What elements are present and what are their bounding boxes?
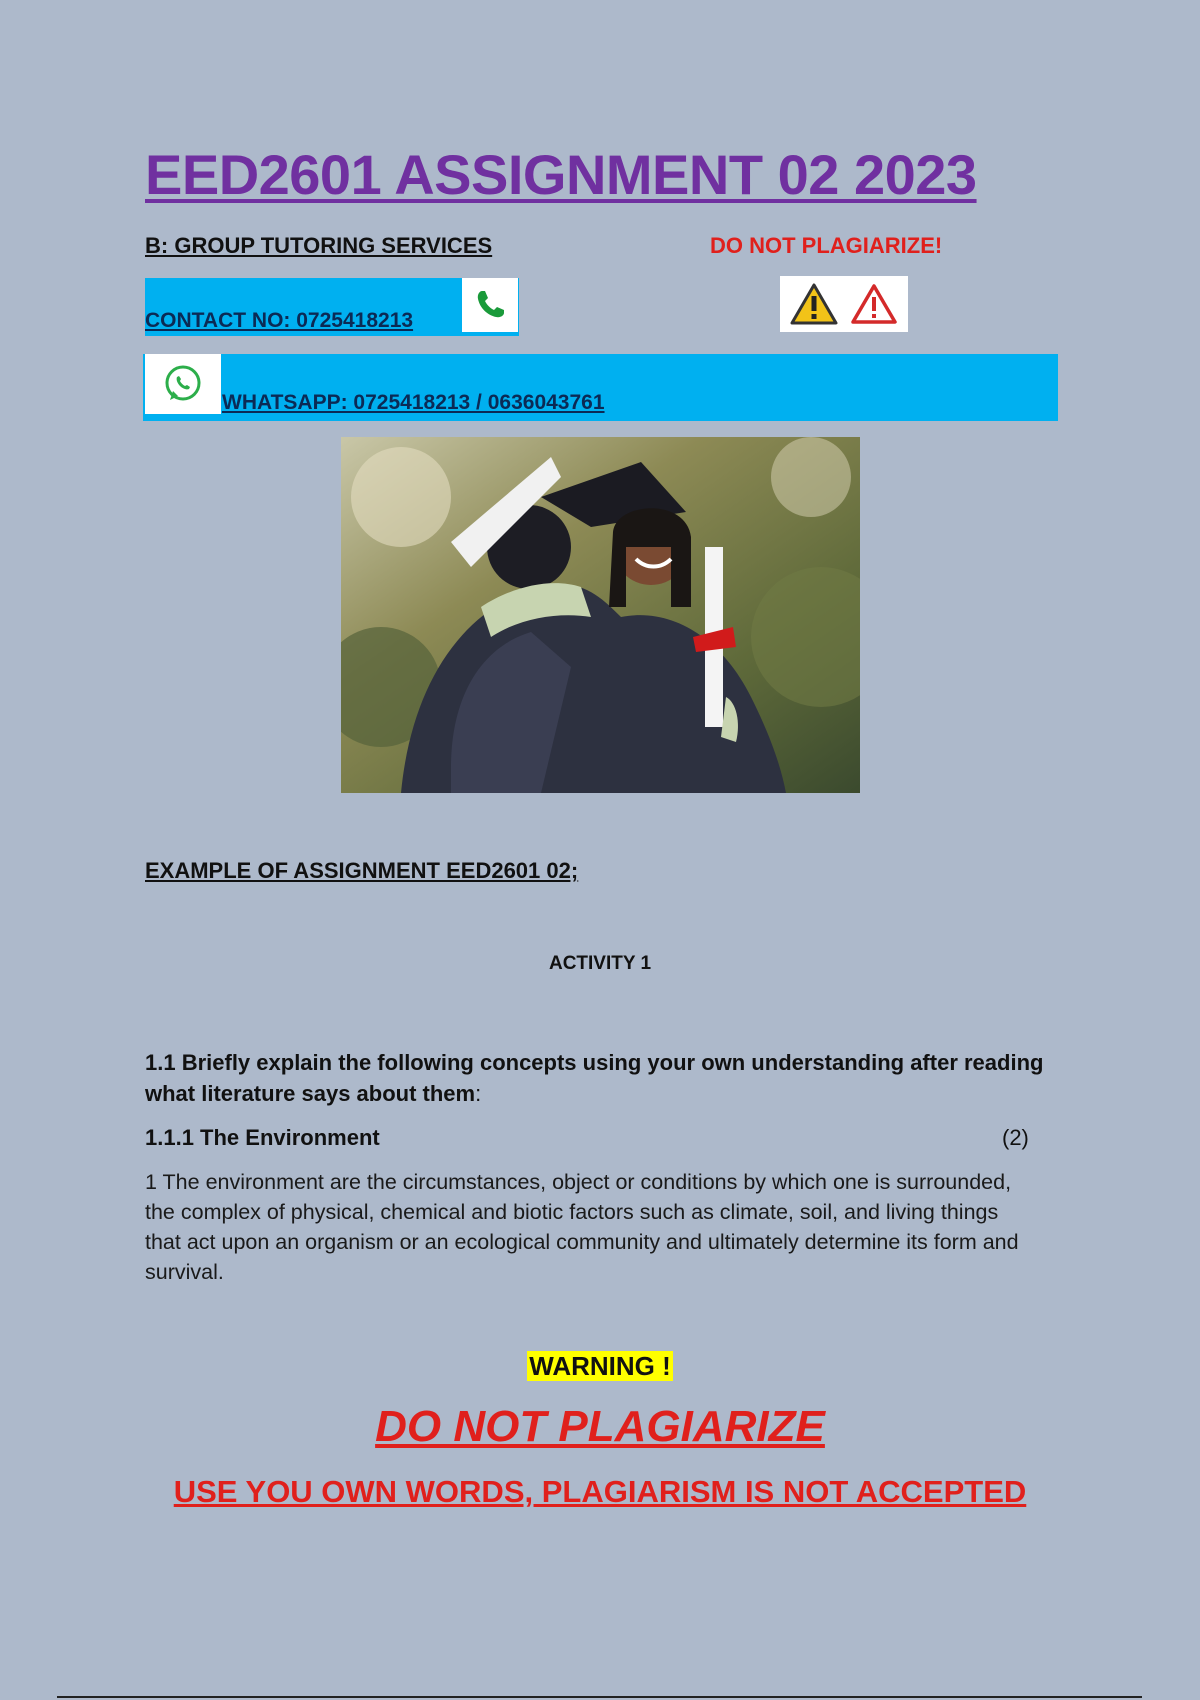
question-1-1-1: 1.1.1 The Environment <box>145 1125 380 1150</box>
page-title: EED2601 ASSIGNMENT 02 2023 <box>145 143 977 206</box>
service-name: B: GROUP TUTORING SERVICES <box>145 233 493 258</box>
footer-divider <box>57 1696 1142 1698</box>
question-1-1-text: 1.1 Briefly explain the following concepts using your own understanding after reading what literature says about them <box>145 1050 1044 1106</box>
warning-icons <box>780 276 908 332</box>
answer-text: 1 The environment are the circumstances, object or conditions by which one is surrounded, the complex of physical, chemical and biotic factors such as climate, soil, and living things that act upon an organism or an ecological community and ultimately determine its form and survival. <box>145 1170 1019 1284</box>
contact-number: CONTACT NO: 0725418213 <box>145 309 414 332</box>
question-marks: (2) <box>1002 1125 1029 1150</box>
plagiarism-notice: DO NOT PLAGIARIZE! <box>710 233 943 258</box>
example-heading: EXAMPLE OF ASSIGNMENT EED2601 02; <box>145 858 579 883</box>
do-not-plagiarize-banner: DO NOT PLAGIARIZE <box>375 1402 825 1451</box>
warning-text: WARNING ! <box>529 1351 671 1381</box>
whatsapp-icon <box>145 354 221 414</box>
use-own-words-notice: USE YOU OWN WORDS, PLAGIARISM IS NOT ACCEPTED <box>173 1474 1027 1509</box>
question-1-1 <box>145 1047 1055 1109</box>
warning-icon <box>789 282 839 326</box>
phone-icon <box>462 278 518 332</box>
question-1-1-colon: : <box>475 1081 482 1106</box>
warning-outline-icon <box>849 282 899 326</box>
warning-label <box>0 1351 1200 1382</box>
graduation-photo <box>341 437 860 793</box>
whatsapp-number: WHATSAPP: 0725418213 / 0636043761 <box>222 391 605 414</box>
activity-heading: ACTIVITY 1 <box>548 953 652 974</box>
